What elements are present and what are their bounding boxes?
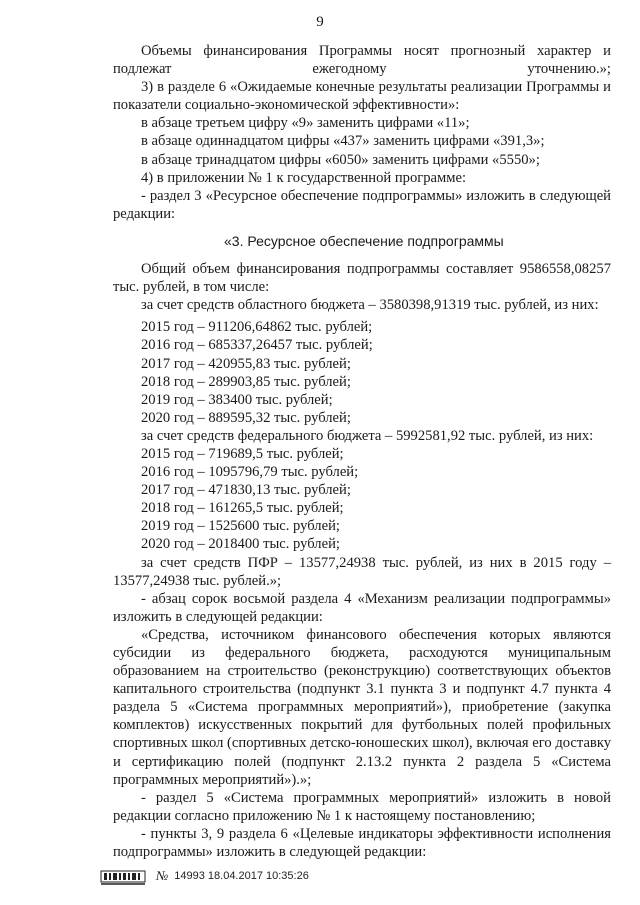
- federal-year: 2016 год – 1095796,79 тыс. рублей;: [141, 464, 359, 481]
- federal-budget-header: за счет средств федерального бюджета – 5992581,92 тыс. рублей, из них:: [141, 427, 594, 444]
- section-heading: «3. Ресурсное обеспечение подпрограммы: [224, 232, 504, 249]
- paragraph: - абзац сорок восьмой раздела 4 «Механизм реализации подпрограммы» изложить в следующей редакции:: [113, 590, 611, 625]
- document-body: [113, 42, 611, 861]
- registration-text: 14993 18.04.2017 10:35:26: [174, 870, 309, 882]
- paragraph: - раздел 5 «Система программных мероприятий» изложить в новой редакции согласно приложению № 1 к настоящему постановлению;: [113, 789, 611, 824]
- regional-year: 2017 год – 420955,83 тыс. рублей;: [141, 355, 351, 372]
- regional-year: 2020 год – 889595,32 тыс. рублей;: [141, 409, 351, 426]
- financing-intro: Общий объем финансирования подпрограммы составляет 9586558,08257 тыс. рублей, в том числе:: [113, 261, 611, 296]
- paragraph: в абзаце третьем цифру «9» заменить цифрами «11»;: [141, 115, 470, 132]
- paragraph: - раздел 3 «Ресурсное обеспечение подпрограммы» изложить в следующей редакции:: [113, 187, 611, 222]
- regional-budget-header: за счет средств областного бюджета – 3580398,91319 тыс. рублей, из них:: [141, 297, 599, 314]
- paragraph: «Средства, источником финансового обеспечения которых являются субсидии из федерального бюджета, расходуются муниципальным образованием на строительство (реконструкцию) соответствующих объектов капитального строительства (подпункт 3.1 пункта 3 и подпункт 4.7 пункта 4 раздела 5 «Система программных мероприятий»), приобретение (закупка комплектов) искусственных покрытий для футбольных полей профильных спортивных школ (спортивных детско-юношеских школ), включая его доставку и сертификацию полей (подпункт 2.13.2 пункта 2 раздела 5 «Система программных мероприятий»).»;: [113, 626, 611, 788]
- federal-year: 2019 год – 1525600 тыс. рублей;: [141, 518, 340, 535]
- registration-stamp-icon: [100, 867, 146, 886]
- page-number: 9: [316, 14, 324, 30]
- regional-year: 2018 год – 289903,85 тыс. рублей;: [141, 373, 351, 390]
- paragraph: 3) в разделе 6 «Ожидаемые конечные результаты реализации Программы и показатели социально-экономической эффективности»:: [113, 79, 611, 114]
- paragraph: - пункты 3, 9 раздела 6 «Целевые индикаторы эффективности исполнения подпрограммы» изложить в следующей редакции:: [113, 825, 611, 861]
- paragraph: 4) в приложении № 1 к государственной программе:: [141, 169, 467, 186]
- regional-year: 2015 год – 911206,64862 тыс. рублей;: [141, 319, 373, 336]
- paragraph: Объемы финансирования Программы носят прогнозный характер и подлежат ежегодному уточнению.»;: [113, 43, 611, 78]
- paragraph: в абзаце тринадцатом цифры «6050» заменить цифрами «5550»;: [141, 151, 540, 168]
- federal-year: 2018 год – 161265,5 тыс. рублей;: [141, 500, 344, 517]
- document-footer: [100, 866, 309, 886]
- federal-year: 2020 год – 2018400 тыс. рублей;: [141, 536, 340, 553]
- federal-year: 2015 год – 719689,5 тыс. рублей;: [141, 445, 344, 462]
- registration-symbol: №: [156, 868, 169, 883]
- pfr-funds: за счет средств ПФР – 13577,24938 тыс. рублей, из них в 2015 году – 13577,24938 тыс. рублей.»;: [113, 554, 611, 589]
- federal-year: 2017 год – 471830,13 тыс. рублей;: [141, 482, 351, 499]
- paragraph: в абзаце одиннадцатом цифры «437» заменить цифрами «391,3»;: [141, 133, 545, 150]
- regional-year: 2016 год – 685337,26457 тыс. рублей;: [141, 337, 373, 354]
- regional-year: 2019 год – 383400 тыс. рублей;: [141, 391, 333, 408]
